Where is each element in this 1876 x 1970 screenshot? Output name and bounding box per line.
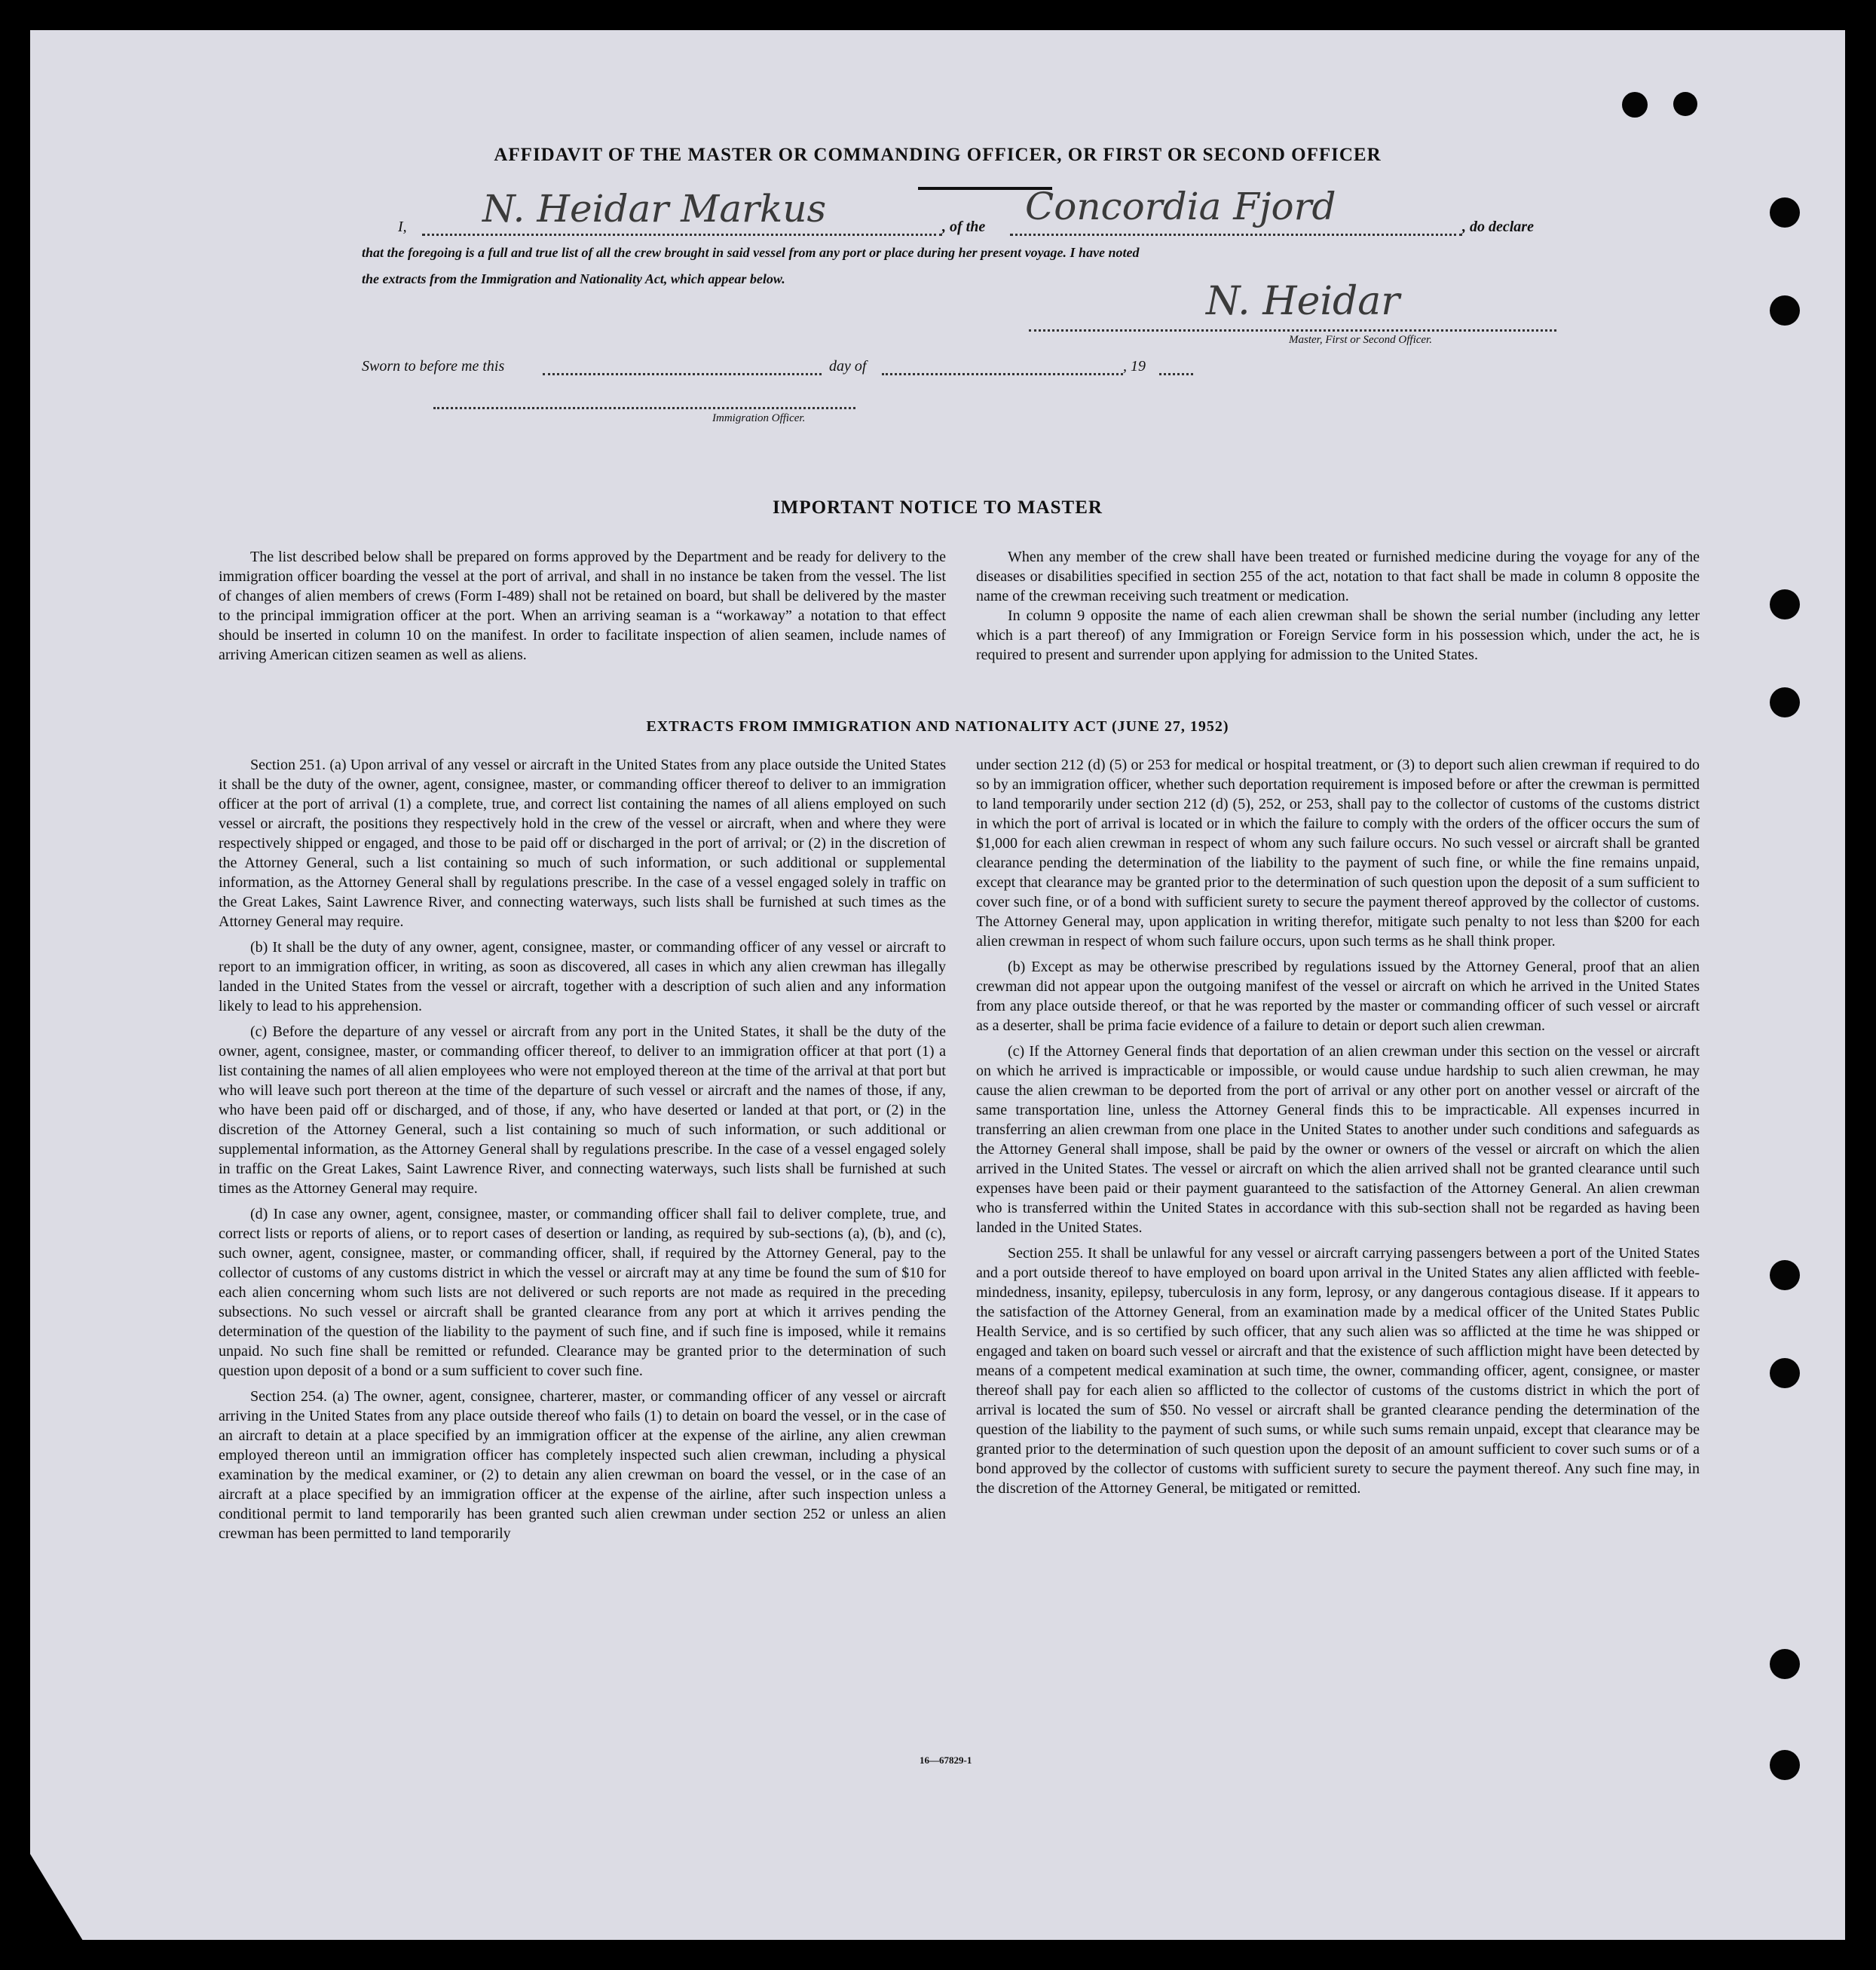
statement-line-1: that the foregoing is a full and true list of all the crew brought in said vessel from any port or place during her present voyage. I have noted [362,245,1140,260]
extract-left-paragraph: Section 254. (a) The owner, agent, consignee, charterer, master, or commanding officer of any vessel or aircraft arriving in the United States from any place outside thereof who fails (1) to detain on board the vessel, or in the case of an aircraft to detain at a place specified by an immigration officer at the expense of the airline, any alien crewman employed thereon until an immigration officer has completely inspected such alien crewman, including a physical examination by the medical examiner, or (2) to detain any alien crewman on board the vessel, or in the case of an aircraft at a place specified by an immigration officer at the expense of the airline, after such inspection unless a conditional permit to land temporarily has been granted such alien crewman under section 252 or unless an alien crewman has been permitted to land temporarily [219,1388,946,1542]
statement-line-2: the extracts from the Immigration and Nationality Act, which appear below. [362,271,785,286]
intro-i: I, [398,219,407,235]
signature-caption: Master, First or Second Officer. [1289,334,1432,346]
punch-hole [1770,1358,1800,1388]
extracts-right-column [976,755,1700,1498]
punch-hole [1770,687,1800,717]
extract-left-paragraph: Section 251. (a) Upon arrival of any vessel or aircraft in the United States from any place outside the United States it shall be the duty of the owner, agent, consignee, master, or commanding officer thereof to deliver to an immigration officer at the port of arrival (1) a complete, true, and correct list containing the names of all aliens employed on such vessel or aircraft, the positions they respectively hold in the crew of the vessel or aircraft, when and where they were respectively shipped or engaged, and those to be paid off or discharged in the port of arrival; or (2) in the discretion of the Attorney General, such a list containing so much of such information, or such additional or supplemental information, as the Attorney General shall by regulations prescribe. In the case of a vessel engaged solely in traffic on the Great Lakes, Saint Lawrence River, and connecting waterways, such lists shall be furnished at such times as the Attorney General may require. [219,757,946,930]
officer-line [433,407,855,409]
extracts-left-column [219,755,946,1543]
extract-left-paragraph: (c) Before the departure of any vessel or aircraft from any port in the United States, it shall be the duty of the owner, agent, consignee, master, or commanding officer thereof, to deliver to an immigration officer at that port (1) a list containing the names of all alien employees who were not employed thereon at the time of the arrival at that port but who will leave such port thereon at the time of the departure of such vessel or aircraft and the names of those, if any, who have been paid off or discharged, and of those, if any, who have deserted or landed at that port, or (2) in the discretion of the Attorney General, such a list containing so much of such information, or such additional or supplemental information, as the Attorney General shall by regulations prescribe. In the case of a vessel engaged solely in traffic on the Great Lakes, Saint Lawrence River, and connecting waterways, such lists shall be furnished at such times as the Attorney General may require. [219,1023,946,1197]
day-of-label: day of [829,358,867,375]
notice-left-column [219,547,946,665]
handwritten-signature: N. Heidar [1206,279,1400,324]
affidavit-title: AFFIDAVIT OF THE MASTER OR COMMANDING OFFICER, OR FIRST OR SECOND OFFICER [494,145,1382,165]
extract-left-paragraph: (d) In case any owner, agent, consignee, master, or commanding officer shall fail to deliver complete, true, and correct lists or reports of aliens, or to report cases of desertion or landing, as required by sub-sections (a), (b), and (c), such owner, agent, consignee, master, or commanding officer, shall, if required by the Attorney General, pay to the collector of customs of any customs district in which the vessel or aircraft may at any time be found the sum of $10 for each alien concerning whom such lists are not delivered or such reports are not made as required in the preceding subsections. No such vessel or aircraft shall be granted clearance from any port at which it arrives pending the determination of the question of the liability to the payment of such fine, and if such fine is imposed, while it remains unpaid. No such fine shall be remitted or refunded. Clearance may be granted prior to the determination of such question upon deposit of a bond or a sum sufficient to cover such fine. [219,1206,946,1379]
punch-hole [1770,1260,1800,1290]
sworn-label: Sworn to before me this [362,358,505,375]
torn-corner [30,1854,83,1940]
extract-right-paragraph: (b) Except as may be otherwise prescribed by regulations issued by the Attorney General, proof that an alien crewman did not appear upon the outgoing manifest of the vessel or aircraft on which he arrived in the United States from any place outside thereof, or that he was reported by the master or commanding officer of such vessel or aircraft as a deserter, shall be prima facie evidence of a failure to detain or deport such alien crewman. [976,959,1700,1034]
extract-left-paragraph: (b) It shall be the duty of any owner, agent, consignee, master, or commanding officer of any vessel or aircraft to report to an immigration officer, in writing, as soon as discovered, all cases in which any alien crewman has illegally landed in the United States from the vessel or aircraft, together with a description of such alien and any information likely to lead to his apprehension. [219,939,946,1014]
sworn-month-line [882,373,1123,375]
print-code: 16—67829-1 [920,1754,972,1766]
vessel-line [1010,234,1462,236]
notice-left-paragraph: The list described below shall be prepared on forms approved by the Department and be ready for delivery to the immigration officer boarding the vessel at the port of arrival, and shall in no instance be taken from the vessel. The list of changes of alien members of crews (Form I-489) shall not be retained on board, but shall be delivered by the master to the principal immigration officer at the port. When an arriving seaman is a “workaway” a notation to that effect should be inserted in column 10 on the manifest. In order to facilitate inspection of alien seamen, include names of arriving American citizen seamen as well as aliens. [219,549,946,663]
extract-right-paragraph: Section 255. It shall be unlawful for any vessel or aircraft carrying passengers between a port of the United States and a port outside thereof to have employed on board upon arrival in the United States any alien afflicted with feeble-mindedness, insanity, epilepsy, tuberculosis in any form, leprosy, or any dangerous contagious disease. If it appears to the satisfaction of the Attorney General, from an examination made by a medical officer of the United States Public Health Service, and is so certified by such officer, that any such alien was so afflicted at the time he was shipped or engaged and taken on board such vessel or aircraft and that the existence of such affliction might have been detected by means of a competent medical examination at such time, the owner, commanding officer, agent, consignee, or master thereof shall pay for each alien so afflicted to the collector of customs of the customs district in which the port of arrival is located the sum of $50. No vessel or aircraft shall be granted clearance pending the determination of the question of the liability to the payment of such sums, or while such sums remain unpaid, except that clearance may be granted prior to the determination of such question upon the deposit of an amount sufficient to cover such sums or of a bond approved by the collector of customs with sufficient surety to secure the payment thereof. Any such fine may, in the discretion of the Attorney General, be mitigated or remitted. [976,1245,1700,1497]
punch-hole [1770,1649,1800,1679]
do-declare-label: , do declare [1462,219,1534,235]
signature-line [1029,329,1556,332]
handwritten-vessel: Concordia Fjord [1025,185,1336,228]
notice-right-paragraph-2: In column 9 opposite the name of each alien crewman shall be shown the serial number (including any letter which is a part thereof) of any Immigration or Foreign Service form in his possession which, under the act, he is required to present and surrender upon applying for admission to the United States. [976,607,1700,663]
notice-right-column [976,547,1700,665]
extract-right-paragraph: under section 212 (d) (5) or 253 for medical or hospital treatment, or (3) to deport such alien crewman if required to do so by an immigration officer, whether such deportation requirement is imposed before or after the crewman is permitted to land temporarily under section 212 (d) (5), 252, or 253, shall pay to the collector of customs of the customs district in which the port of arrival is located or in which the failure to comply with the orders of the officer occurs the sum of $1,000 for each alien crewman in respect of whom any such failure occurs. No such vessel or aircraft shall be granted clearance pending the determination of the liability to the payment of such fine, or while the fine remains unpaid, except that clearance may be granted prior to the determination of such question upon the deposit of a sum sufficient to cover such fine, or of a bond with sufficient surety to secure the payment thereof approved by the collector of customs. The Attorney General may, upon application in writing therefor, mitigate such penalty to not less than $200 for each alien crewman in respect of whom such failure occurs, upon such terms as he shall think proper. [976,757,1700,950]
year-label: , 19 [1123,358,1146,375]
punch-hole [1770,589,1800,619]
extracts-title: EXTRACTS FROM IMMIGRATION AND NATIONALITY ACT (JUNE 27, 1952) [646,718,1229,735]
extract-right-paragraph: (c) If the Attorney General finds that deportation of an alien crewman under this section on the vessel or aircraft on which he arrived is impracticable or impossible, or would cause undue hardship to such alien crewman, he may cause the alien crewman to be deported from the port of arrival or any other port on another vessel or aircraft of the same transportation line, unless the Attorney General finds this to be impracticable. All expenses incurred in transferring an alien crewman from one place in the United States to another under such conditions and safeguards as the Attorney General shall impose, shall be paid by the owner or owners of the vessel or aircraft on which the alien arrived in the United States. The vessel or aircraft on which the alien arrived shall not be granted clearance until such expenses have been paid or their payment guaranteed to the satisfaction of the Attorney General. An alien crewman who is transferred within the United States in accordance with this sub-section shall not be regarded as having been landed in the United States. [976,1043,1700,1236]
officer-caption: Immigration Officer. [712,412,806,424]
punch-hole [1673,92,1697,116]
punch-hole [1622,92,1648,118]
handwritten-name: N. Heidar Markus [482,187,827,231]
punch-hole [1770,1750,1800,1780]
notice-right-paragraph-1: When any member of the crew shall have been treated or furnished medicine during the voyage for any of the diseases or disabilities specified in section 255 of the act, notation to that fact shall be made in column 8 opposite the name of the crewman receiving such treatment or medication. [976,549,1700,604]
name-line [422,234,942,236]
sworn-date-line [543,373,822,375]
notice-title: IMPORTANT NOTICE TO MASTER [773,497,1103,518]
punch-hole [1770,295,1800,326]
of-the-label: , of the [942,219,986,235]
year-line [1159,373,1193,375]
punch-hole [1770,197,1800,228]
document-page [30,30,1845,1940]
